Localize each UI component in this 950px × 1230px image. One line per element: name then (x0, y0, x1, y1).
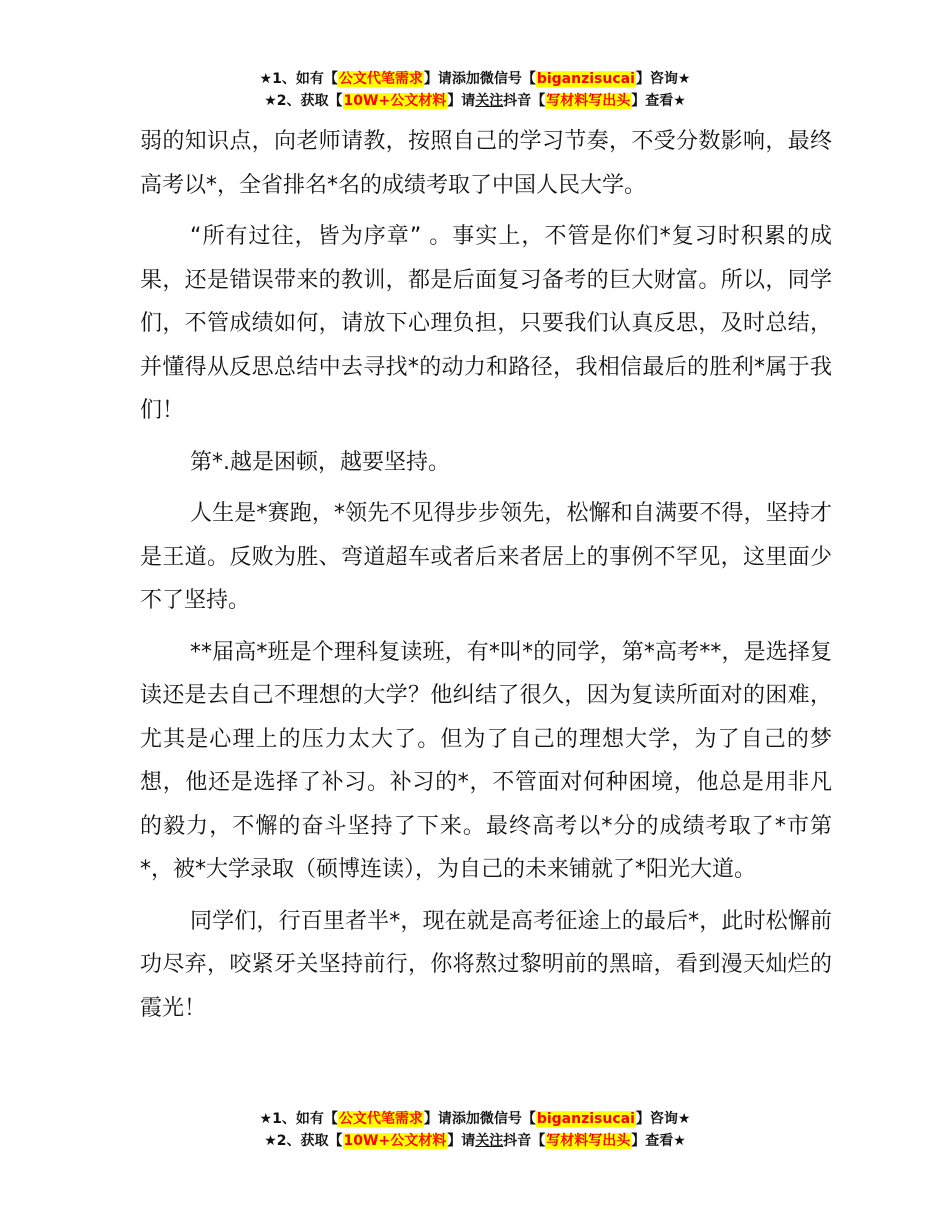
footer-line-1-middle: 】请添加微信号【 (423, 1111, 536, 1127)
header-line-1-middle: 】请添加微信号【 (423, 71, 536, 87)
footer-line-1 (0, 1108, 950, 1130)
douyin-account-highlight: 写材料写出头 (546, 1133, 631, 1149)
document-body (140, 120, 832, 1038)
header-line-2-middle-b: 抖音【 (503, 93, 546, 109)
star-icon: ★ (673, 1133, 686, 1149)
star-icon: ★ (259, 1111, 273, 1127)
star-icon: ★ (677, 71, 691, 87)
header-line-2-suffix: 】查看 (631, 93, 674, 109)
star-icon: ★ (259, 71, 273, 87)
footer-line-1-prefix: 1、如有【 (272, 1111, 338, 1127)
wechat-id-highlight: biganzisucai (536, 1111, 635, 1127)
star-icon: ★ (264, 93, 277, 109)
footer-line-2-suffix: 】查看 (631, 1133, 674, 1149)
footer-line-1-suffix: 】咨询 (635, 1111, 678, 1127)
paragraph-4: **届高*班是个理科复读班，有*叫*的同学，第*高考**，是选择复读还是去自己不理想的大学？他纠结了很久，因为复读所面对的困难，尤其是心理上的压力太大了。但为了自己的理想大学，为了自己的梦想，他还是选择了补习。补习的*，不管面对何种困境，他总是用非凡的毅力，不懈的奋斗坚持了下来。最终高考以*分的成绩考取了*市第*，被*大学录取（硕博连读），为自己的未来铺就了*阳光大道。 (140, 639, 832, 882)
paragraph-3: 人生是*赛跑，*领先不见得步步领先，松懈和自满要不得，坚持才是王道。反败为胜、弯道超车或者后来者居上的事例不罕见，这里面少不了坚持。 (140, 501, 832, 613)
paragraph-5: 同学们，行百里者半*，现在就是高考征途上的最后*，此时松懈前功尽弃，咬紧牙关坚持前行，你将熬过黎明前的黑暗，看到漫天灿烂的霞光！ (140, 908, 832, 1021)
follow-emphasis: 关注 (475, 1133, 504, 1149)
header-line-2 (0, 90, 950, 112)
section-heading: 第*.越是困顿，越要坚持。 (190, 449, 450, 475)
footer-line-2 (0, 1130, 950, 1152)
service-highlight: 公文代笔需求 (338, 71, 423, 87)
wechat-id-highlight: biganzisucai (536, 71, 635, 87)
star-icon: ★ (673, 93, 686, 109)
footer-line-2-middle-b: 抖音【 (503, 1133, 546, 1149)
paragraph-1: 弱的知识点，向老师请教，按照自己的学习节奏，不受分数影响，最终高考以*，全省排名*名的成绩考取了中国人民大学。 (140, 129, 832, 198)
star-icon: ★ (264, 1133, 277, 1149)
header-line-1-prefix: 1、如有【 (272, 71, 338, 87)
materials-highlight: 10W+公文材料 (343, 93, 447, 109)
service-highlight: 公文代笔需求 (338, 1111, 423, 1127)
header-line-1-suffix: 】咨询 (635, 71, 678, 87)
header-line-2-middle-a: 】请 (447, 93, 476, 109)
header-banner (0, 68, 950, 112)
header-line-2-prefix: 2、获取【 (276, 93, 343, 109)
douyin-account-highlight: 写材料写出头 (546, 93, 631, 109)
footer-banner (0, 1108, 950, 1152)
paragraph-2: “所有过往，皆为序章” 。事实上，不管是你们*复习时积累的成果，还是错误带来的教训，都是后面复习备考的巨大财富。所以，同学们，不管成绩如何，请放下心理负担，只要我们认真反思，及时总结，并懂得从反思总结中去寻找*的动力和路径，我相信最后的胜利*属于我们！ (140, 224, 832, 423)
footer-line-2-prefix: 2、获取【 (276, 1133, 343, 1149)
header-line-1 (0, 68, 950, 90)
materials-highlight: 10W+公文材料 (343, 1133, 447, 1149)
follow-emphasis: 关注 (475, 93, 504, 109)
footer-line-2-middle-a: 】请 (447, 1133, 476, 1149)
star-icon: ★ (677, 1111, 691, 1127)
